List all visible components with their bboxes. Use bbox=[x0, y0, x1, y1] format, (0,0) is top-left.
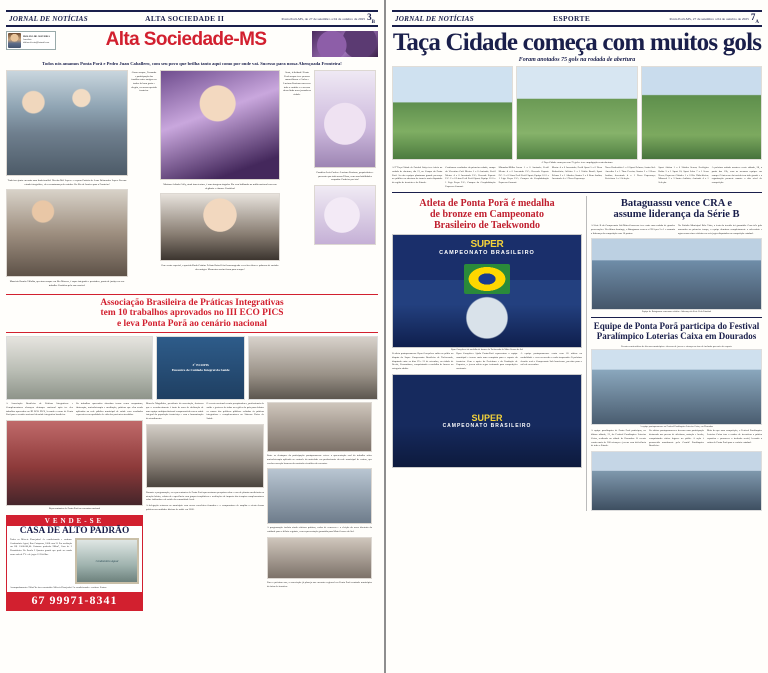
taekwondo-headline-line-1: Atleta de Ponta Porã é medalha bbox=[419, 197, 555, 209]
photo-small-1 bbox=[267, 402, 372, 452]
ad-photo bbox=[75, 538, 139, 584]
bataguassu-caption: Equipe de Bataguassu comemora vitória e liderança da Série B do Estadual bbox=[641, 311, 712, 314]
taekwondo-headline bbox=[392, 198, 582, 232]
page-title: Alta Sociedade-MS bbox=[105, 29, 267, 50]
photo-match-3 bbox=[641, 66, 762, 160]
caption-family-1: Tudo isso junto em mais uma linda família! Nicolas Mel Lopes e o esposo Patricia de Jesus Delmondes Lopes. Em um estudo fotográfico, eles encantaram pelo carinho. Do Rio de Janeiro para a Fronteira! bbox=[7, 179, 127, 186]
columnist-name: IDALINA DE OLIVEIRA bbox=[23, 35, 50, 39]
paralimpico-col-3: Mais do que uma competição, o Festival Paralímpico Loterias Caixa tem o caráter de incentivar a prática esportiva e promover a inclusão social, levando a rotina de Ponta Porã para o cenário estadual. bbox=[707, 429, 762, 444]
masthead-date: Ponta Porã-MS, de 27 de setembro a 04 de outubro de 2025 bbox=[281, 16, 366, 21]
columnist-avatar bbox=[8, 33, 21, 48]
right-masthead bbox=[392, 10, 762, 27]
paralimpico-caption: A equipe pontaporanense no Festival Paralímpico Loterias Caixa, em Dourados bbox=[639, 426, 714, 429]
masthead-page-number: $3_B$ bbox=[367, 12, 375, 25]
photo-cake-1 bbox=[314, 70, 376, 168]
eco-text-col-9: Para o próximo ano, a associação já planeja um encontro regional em Ponta Porã reunindo municípios da faixa de fronteira. bbox=[267, 580, 372, 588]
photo-bataguassu-team bbox=[591, 238, 762, 310]
eco-text-col-4: O evento nacional reuniu pesquisadores, profissionais de saúde e gestores de todas as regiões do país para debater os rumos das políticas públicas voltadas às práticas integrativas e complementares no Sistema Único de Saúde. bbox=[206, 402, 264, 421]
masthead-page-number-right: $7_A$ bbox=[750, 12, 759, 25]
eco-text-col-7: Entre os destaques da participação pontaporanense esteve a apresentação oral do trabalho sobre auriculoterapia aplicada ao controle da ansiedade em profissionais da rede municipal de ensino, que recebeu menção honrosa da comissão científica do encontro. bbox=[267, 454, 372, 465]
taekwondo-headline-line-2: de bronze em Campeonato bbox=[430, 208, 544, 220]
photo-small-2 bbox=[267, 468, 372, 524]
lead-col-2: Confirmou resultados da primeira rodada, campo do Vicentino Café Mestre 1 x 0 Amizade; Perfil Mestre 4 x 0 Juventude F.C.; Resende Esporte F.C. 2 x 0 Lima Peril Perfil Sport; Equipe 10 0 x 1 Liga Prepa F.C.; Campos da Coophabitação Expressa Guarani. bbox=[445, 166, 496, 188]
photo-taekwondo-poster bbox=[392, 234, 582, 348]
eco-headline bbox=[10, 298, 374, 330]
taekwondo-col-3: A equipe pontaporanense conta com 20 atletas na modalidade e vem crescendo a cada temporada. O próximo desafio será o Campeonato Sul-Americano, previsto para o mês de novembro. bbox=[520, 352, 582, 367]
bataguassu-headline bbox=[591, 198, 762, 222]
photo-paralimpico-group bbox=[591, 451, 762, 511]
section-divider-2 bbox=[591, 317, 762, 318]
eco-pics-headline-box bbox=[6, 294, 378, 334]
columnist-info bbox=[23, 35, 50, 45]
eco-headline-line-3: e leva Ponta Porã ao cenário nacional bbox=[117, 318, 267, 329]
alta-sociedade-lede: Todos nós amamos Ponta Porã e Pedro Juan Caballero, com seu povo que brilha tanto aqui como por onde vai. Sucesso para nossa Abençoada Fronteira! bbox=[42, 61, 342, 66]
columnist-role: Jornalista bbox=[23, 39, 32, 41]
eco-headline-line-1: Associação Brasileira de Práticas Integrativas bbox=[100, 297, 284, 308]
photo-woman-2 bbox=[160, 193, 280, 261]
brazil-flag-icon bbox=[464, 264, 510, 294]
eco-text-col-8: A programação incluiu ainda oficinas práticas, rodas de conversa e a eleição da nova diretoria da entidade para o biênio seguinte, com representação garantida para Mato Grosso do Sul. bbox=[267, 526, 372, 534]
lead-col-1: A 9ª Taça Cidade de Futebol Suíço teve início na rodada de abertura, dia 21, no Campo da Ponta Porã. As oito equipes plantaram grande presença no público na abertura do torneio mais disputado da região de fronteira e do Estado. bbox=[392, 166, 443, 184]
photo-family-2 bbox=[6, 189, 128, 277]
taekwondo-caption: Ryan Gonçalves foi medalha de bronze do Taekwondo de Mato Grosso do Sul bbox=[451, 349, 523, 352]
masthead-date-right: Ponta Porã-MS, 27 de setembro a 04 de outubro de 2025 bbox=[669, 16, 749, 21]
ad-body bbox=[7, 538, 142, 586]
ad-text-col-2: Acompanhamento 700m² de área construída. Móveis Planejados! Ar condicionado e cortinas. Exatas. bbox=[10, 586, 107, 590]
caption-woman-1: Mariana Arlindo Colly, atual farm texture, é uma imagem singular. Ela vem brilhando na mídia nacional com sua elegância e charme. Parabéns! bbox=[163, 183, 277, 190]
photo-eco-banner bbox=[156, 336, 245, 400]
poster-subtitle: CAMPEONATO BRASILEIRO bbox=[439, 250, 535, 257]
left-bottom-col-2 bbox=[146, 402, 264, 611]
caption-sorte: Sorte, felicidade! Ponta Porã sempre teve pessoas maravilhosas e Carlos e Luciana Praciano merecem todo o carinho e o sucesso dessa linda nova jornada na cidade. bbox=[283, 71, 311, 96]
ad-text-col-1: Todos os Móveis Planejados! Ar condicionado e cortinas. Condomínio Aguaí, Rua Cataporas, 1608 com 3l. Por avaliação em R$ 1.500.000,00. Estamos podendo 980m², Casa de 2 Dormitórios No Escala 2 Quartos grande que pode ser usado como sala de TV e de jogos 12.30x28m. bbox=[10, 538, 72, 556]
caption-eco-delegation: Representantes de Ponta Porã no encontro nacional bbox=[48, 507, 101, 511]
photo-family-1 bbox=[6, 70, 128, 176]
eco-headline-line-2: tem 10 trabalhos aprovados no III ECO PICS bbox=[100, 308, 284, 319]
poster-title: SUPER bbox=[470, 239, 504, 251]
photo-eco-delegation bbox=[6, 420, 143, 506]
bataguassu-col-2: No Estádio Municipal Bela Vista, a festa da torcida foi garantida. Com três gols marcados no primeiro tempo, a equipe dominou completamente o adversário e agora soma cinco vitórias em seis jogos disputados na competição estadual. bbox=[678, 224, 762, 235]
paralimpico-text-columns bbox=[591, 429, 762, 448]
decorative-flower-photo bbox=[312, 31, 378, 57]
photo-small-3 bbox=[267, 537, 372, 579]
photo-eco-posters bbox=[6, 336, 153, 400]
right-page bbox=[386, 0, 768, 673]
photo-match-2 bbox=[516, 66, 637, 160]
paralimpico-article bbox=[591, 321, 762, 511]
lead-text-columns bbox=[386, 166, 768, 189]
taekwondo-headline-line-3: Brasileiro de Taekwondo bbox=[434, 219, 540, 231]
paralimpico-headline bbox=[591, 321, 762, 341]
lead-photo-row bbox=[386, 66, 768, 160]
paralimpico-headline-line-1: Equipe de Ponta Porã participa do Festival bbox=[593, 321, 760, 332]
lead-headline: Taça Cidade começa com muitos gols bbox=[392, 29, 762, 56]
eco-text-col-1: A Associação Brasileira de Práticas Integrativas e Complementares alcançou destaque nacional após ter dez trabalhos aprovados no III ECO PICS, levando o nome de Ponta Porã para o cenário nacional da saúde integrativa brasileira. bbox=[6, 402, 73, 417]
bataguassu-headline-line-2: assume liderança da Série B bbox=[613, 209, 740, 221]
photo-eco-panel bbox=[146, 424, 264, 488]
eco-banner-line-2: Encontro de Cuidado Integral da Saúde bbox=[171, 368, 230, 373]
left-column-1 bbox=[6, 70, 128, 289]
bataguassu-article bbox=[591, 198, 762, 315]
bataguassu-content bbox=[591, 224, 762, 235]
left-bottom-col-1 bbox=[6, 402, 143, 611]
lead-subhead: Foram anotados 75 gols na rodada de abertura bbox=[518, 57, 636, 63]
poster2-title: SUPER bbox=[471, 412, 503, 423]
photo-eco-group bbox=[248, 336, 378, 400]
photo-woman-1 bbox=[160, 70, 280, 180]
masthead-brand-right: JORNAL DE NOTÍCIAS bbox=[395, 14, 474, 23]
paralimpico-col-1: A equipe paralímpica de Ponta Porã participou, no último sábado, 21, do Festival Paralímpico Loterias Caixa, realizado na cidade de Dourados. O evento reuniu mais de 300 crianças e jovens com deficiência de todo o Estado. bbox=[591, 429, 646, 448]
lead-col-7: A próxima rodada acontece neste sábado, 28, a partir das 13h, com as mesmas equipes em campo. O interesse da torcida tem sido grande e a organização promete manter o alto nível de competição. bbox=[711, 166, 762, 184]
left-masthead bbox=[6, 10, 378, 27]
eco-photo-row bbox=[0, 336, 384, 400]
eco-banner-line-1: 3º ECOPIS bbox=[192, 363, 209, 368]
eco-text-col-5: Durante a programação, os representantes de Ponta Porã apresentaram pesquisas sobre o uso de plantas medicinais na atenção básica, relatos de experiência com grupos terapêuticos e avaliações de impacto das terapias complementares sobre indicadores de saúde da comunidade local. bbox=[146, 490, 264, 502]
eco-text-col-6: A delegação retornou ao município com novos convênios firmados e o compromisso de ampliar a oferta dessas práticas nas unidades básicas de saúde em 2026. bbox=[146, 504, 264, 511]
bataguassu-col-1: A Série B do Campeonato Sul-Mato-Grossense teve mais uma rodada de grandes provocações. No último domingo, o Bataguassu venceu o CRA por 3 a 1 e assumiu a liderança da competição com 10 pontos. bbox=[591, 224, 675, 235]
left-column-5 bbox=[314, 70, 376, 289]
masthead-section-right: ESPORTE bbox=[553, 14, 591, 23]
caption-woman-2: Em evento especial, a querida Karla Cristine Felinto Rafaelli foi homenageada e recebeu flores e palavras de carinho dos amigos. Momentos assim ficam para sempre! bbox=[161, 264, 279, 271]
photo-paralimpico-team bbox=[591, 349, 762, 425]
lower-sections bbox=[386, 196, 768, 512]
taekwondo-article bbox=[392, 196, 582, 512]
left-bottom-col-3 bbox=[267, 402, 372, 611]
caption-cake: Parabéns Luiz Carlos e Luciano Praciano, proprietários e presentes por toda nossa Filosa, com suas habilidades ocupadas. Pardeiro por isto! bbox=[316, 171, 374, 182]
left-bottom-area bbox=[0, 400, 384, 611]
masthead-section: ALTA SOCIEDADE II bbox=[145, 14, 225, 23]
masthead-brand: JORNAL DE NOTÍCIAS bbox=[9, 14, 88, 23]
taekwondo-text-columns bbox=[392, 352, 582, 371]
eco-banner-text bbox=[172, 363, 230, 373]
photo-cake-2 bbox=[314, 185, 376, 245]
photo-match-1 bbox=[392, 66, 513, 160]
ad-kicker: VENDE-SE bbox=[7, 516, 142, 526]
lead-col-5: Nova Rodoviária 1 x 0 Sport Zelmar; Assim Sul-Amerika 3 x 1 Time Pereira; Santos 2 x 2 Bom Jardim; Juventude 4 x 1 Nova Esperança; Prefeitura 1 x 1 Seleção. bbox=[605, 166, 656, 181]
ad-title: CASA DE ALTO PADRÃO bbox=[19, 525, 130, 536]
left-page-body bbox=[0, 70, 384, 289]
paralimpico-subcaption: Evento reuniu atletas de diversos municípios e dezenas de jovens e crianças na fase de inclusão por meio do esporte bbox=[621, 345, 732, 349]
poster2-subtitle: CAMPEONATO BRASILEIRO bbox=[442, 422, 532, 429]
paralimpico-col-2: Os atletas pontaporanenses tiveram uma participação destacada nas provas de atletismo, natação e bocha, conquistando vários lugares no pódio. A ação é promovida anualmente pelo Comitê Paralímpico Brasileiro. bbox=[649, 429, 704, 448]
lead-col-6: Sport Adrian 1 x 0 Unidos Serras; Ecológica Bahia 3 x 1 Sport 10; Sport Lobo 7 x 1 Serra Nova; Expresso Cidades 1 x 0 Rio Hidrelétrica; Mirassol 2 x 3 Santo Antônio; Amizade 4 x 1 Seleção. bbox=[658, 166, 709, 184]
columnist-contact: idalina.oliveira@hotmail.com bbox=[23, 42, 50, 45]
left-column-2 bbox=[131, 70, 157, 289]
section-divider-1 bbox=[392, 192, 762, 193]
eco-text-columns bbox=[6, 402, 143, 417]
columnist-card bbox=[6, 31, 56, 50]
taekwondo-col-1: O atleta pontaporanense Ryan Gonçalves subiu ao pódio na disputa do Super Campeonato Brasileiro de Taekwondo, disputado entre os dias 19 e 21 de setembro, na cidade de Recife, Pernambuco, conquistando a medalha de bronze na categoria adulto. bbox=[392, 352, 454, 371]
lead-col-3: Mirandos/Milha Inoxa 1 x 0 Amizade; Perfil Mestre 4 x 0 Juventude F.C.; Resende Esporte F.C. 2 x 0 Lima Peril Perfil Sport; Equipe 10 0 x 1 Liga Prepa F.C.; Campos da Coophabitação Expressa Guarani. bbox=[498, 166, 549, 184]
taekwondo-col-2: Ryan Gonçalves Ajada Ponta-Porã representou a equipe municipal e trouxe mais uma conquista para o esporte da fronteira. Com o apoio da Prefeitura e da Fundação de Esportes, o jovem atleta segue treinando para competições nacionais. bbox=[456, 352, 518, 371]
caption-man-1: Mauricio Ramão Villalba, que atua sempre em Rio Moreno, é super integrado e prestativo, ponta de justiça em seu trabalho. Parabéns pela sua carreira! bbox=[9, 280, 125, 287]
caption-side-note: Como sempre, Fernanda e participação das famílias entre amigos em tardes de bom gosto e alegria, em nossa querida fronteira. bbox=[131, 71, 157, 93]
sports-lead-header bbox=[386, 29, 768, 66]
lead-col-4: Mestre 4 x 0 Juventude; Perfil Sport 5 x 0 Nova Rodoviária; Atlético 3 x 1 União Brasil; Sport Zelmar 3 x 1 Aliados; Santos 2 x 0 Bom Jardim; Juventude 4 x 1 Nova Esperança. bbox=[551, 166, 603, 181]
right-sections-column bbox=[586, 196, 762, 512]
photo-taekwondo-poster-2 bbox=[392, 374, 582, 468]
classified-ad[interactable] bbox=[6, 515, 143, 611]
bataguassu-headline-line-1: Bataguassu vence CRA e bbox=[620, 197, 733, 209]
left-column-3 bbox=[160, 70, 280, 289]
eco-text-col-3: Marcela Magalhães, presidente da associação, destacou que o reconhecimento é fruto de anos de dedicação de uma equipe multiprofissional comprometida com a saúde integral da população fronteiriça e com a humanização do atendimento. bbox=[146, 402, 204, 421]
alta-sociedade-header bbox=[0, 29, 384, 57]
eco-text-columns-2 bbox=[146, 402, 264, 421]
ad-photo-label: Condomínio Aguaí bbox=[95, 559, 119, 564]
ad-phone-number[interactable]: 67 99971-8341 bbox=[7, 592, 142, 610]
lead-photo-caption: A Taça Cidade começou com 75 gols e teve empolgação nesta abertura bbox=[541, 161, 613, 164]
paralimpico-headline-line-2: Paralímpico Loterias Caixa em Dourados bbox=[596, 331, 757, 342]
left-column-4 bbox=[283, 70, 311, 289]
eco-text-col-2: Os trabalhos aprovados abordam temas como acupuntura, fitoterapia, auriculoterapia e meditação, práticas que vêm sendo aplicadas na rede pública municipal de saúde com resultados expressivos na qualidade de vida dos pacientes atendidos. bbox=[76, 402, 143, 417]
